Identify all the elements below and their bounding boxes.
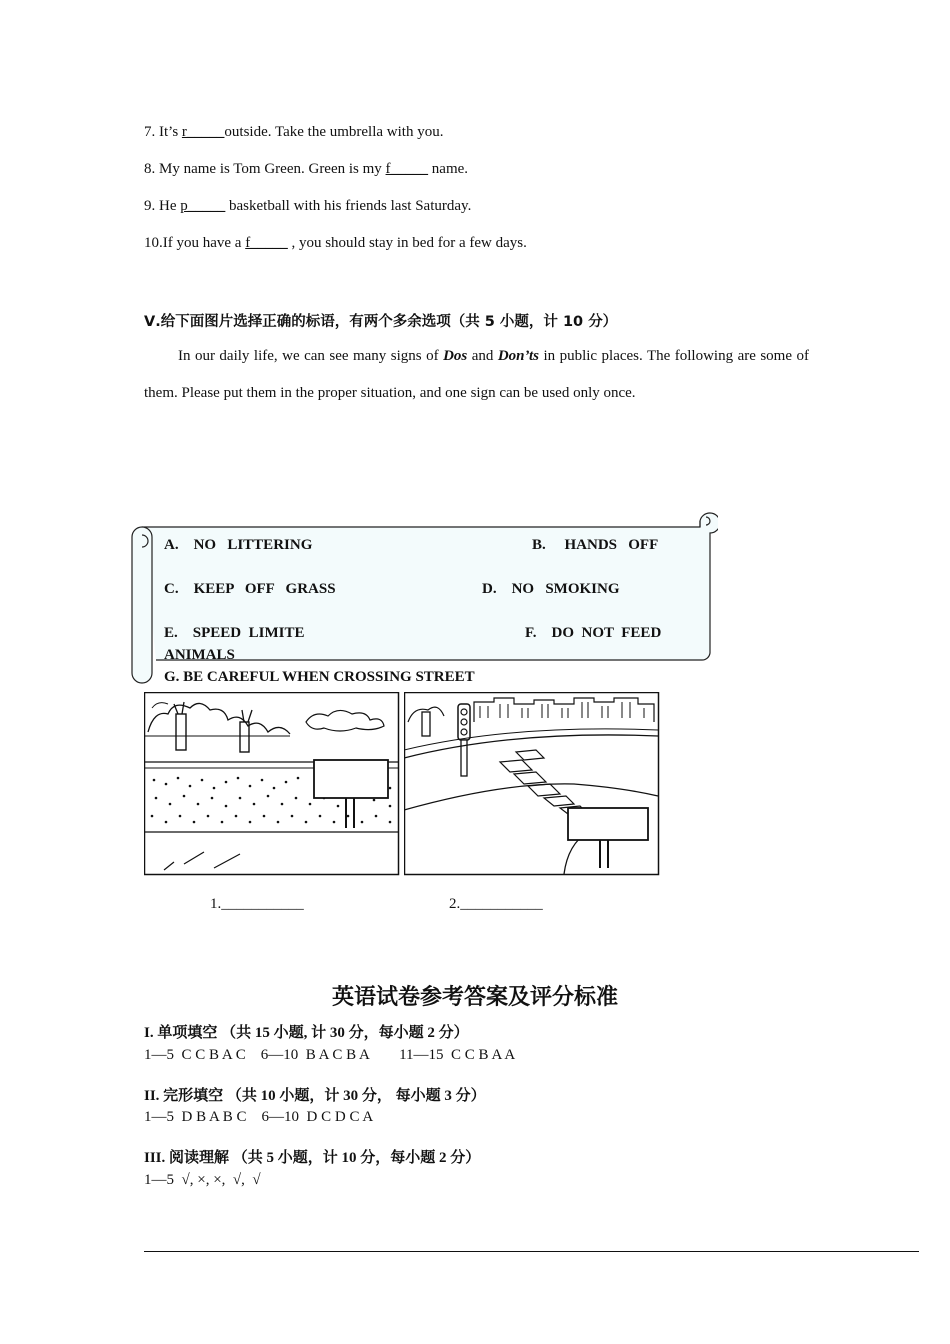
- sign-option-f-continued: ANIMALS: [164, 647, 235, 663]
- sign-option-c: C. KEEP OFF GRASS: [164, 581, 336, 597]
- intro-donts: Don’ts: [497, 348, 539, 364]
- question-text: 10.If you have a: [144, 235, 246, 251]
- sign-option-g: G. BE CAREFUL WHEN CROSSING STREET: [164, 669, 475, 685]
- intro-text: in public places. The following are some of them. Please put them in the proper situation, and one sign can be used only once.: [144, 348, 809, 401]
- question-8: [144, 161, 468, 178]
- sign-option-e: E. SPEED LIMITE: [164, 625, 305, 641]
- answer-key-title: 英语试卷参考答案及评分标准: [331, 984, 618, 1010]
- answer-section-1-line: 1—5 C C B A C 6—10 B A C B A 11—15 C C B A A: [144, 1047, 516, 1063]
- sign-option-f: F. DO NOT FEED: [525, 625, 662, 641]
- section-5-intro: [144, 338, 809, 412]
- picture-1-grass-sign: [144, 692, 400, 876]
- answer-section-2-line: 1—5 D B A B C 6—10 D C D C A: [144, 1109, 374, 1125]
- question-text: , you should stay in bed for a few days.: [287, 235, 527, 251]
- picture-2-answer-blank[interactable]: 2.___________: [449, 896, 543, 912]
- answer-section-3-line: 1—5 √, ×, ×, √, √: [144, 1172, 261, 1188]
- question-text: 9. He: [144, 198, 181, 214]
- question-text: basketball with his friends last Saturday.: [225, 198, 472, 214]
- sign-option-b: B. HANDS OFF: [532, 537, 659, 553]
- intro-text: In our daily life, we can see many signs of: [178, 348, 444, 364]
- question-text: name.: [428, 161, 469, 177]
- answer-blank[interactable]: f_____: [245, 235, 288, 251]
- section-5-heading: Ⅴ.给下面图片选择正确的标语，有两个多余选项（共 5 小题，计 10 分）: [144, 314, 618, 330]
- footer-divider: [144, 1251, 919, 1252]
- answer-blank[interactable]: p_____: [180, 198, 226, 214]
- question-10: [144, 235, 527, 252]
- answer-section-3-heading: III. 阅读理解 （共 5 小题，计 10 分，每小题 2 分）: [144, 1150, 481, 1166]
- answer-blank[interactable]: f_____: [385, 161, 429, 177]
- question-9: [144, 198, 471, 215]
- question-text: 7. It’s: [144, 124, 182, 140]
- answer-blank[interactable]: r_____: [181, 124, 225, 140]
- intro-dos: Dos: [443, 348, 468, 364]
- answer-section-1-heading: I. 单项填空 （共 15 小题, 计 30 分，每小题 2 分）: [144, 1025, 469, 1041]
- answer-section-2-heading: II. 完形填空 （共 10 小题，计 30 分， 每小题 3 分）: [144, 1088, 486, 1104]
- picture-1-answer-blank[interactable]: 1.___________: [210, 896, 304, 912]
- picture-2-crosswalk-sign: [404, 692, 660, 876]
- question-text: 8. My name is Tom Green. Green is my: [144, 161, 386, 177]
- question-text: outside. Take the umbrella with you.: [224, 124, 444, 140]
- sign-option-a: A. NO LITTERING: [164, 537, 313, 553]
- sign-option-d: D. NO SMOKING: [482, 581, 620, 597]
- intro-text: and: [467, 348, 498, 364]
- question-7: [144, 124, 443, 141]
